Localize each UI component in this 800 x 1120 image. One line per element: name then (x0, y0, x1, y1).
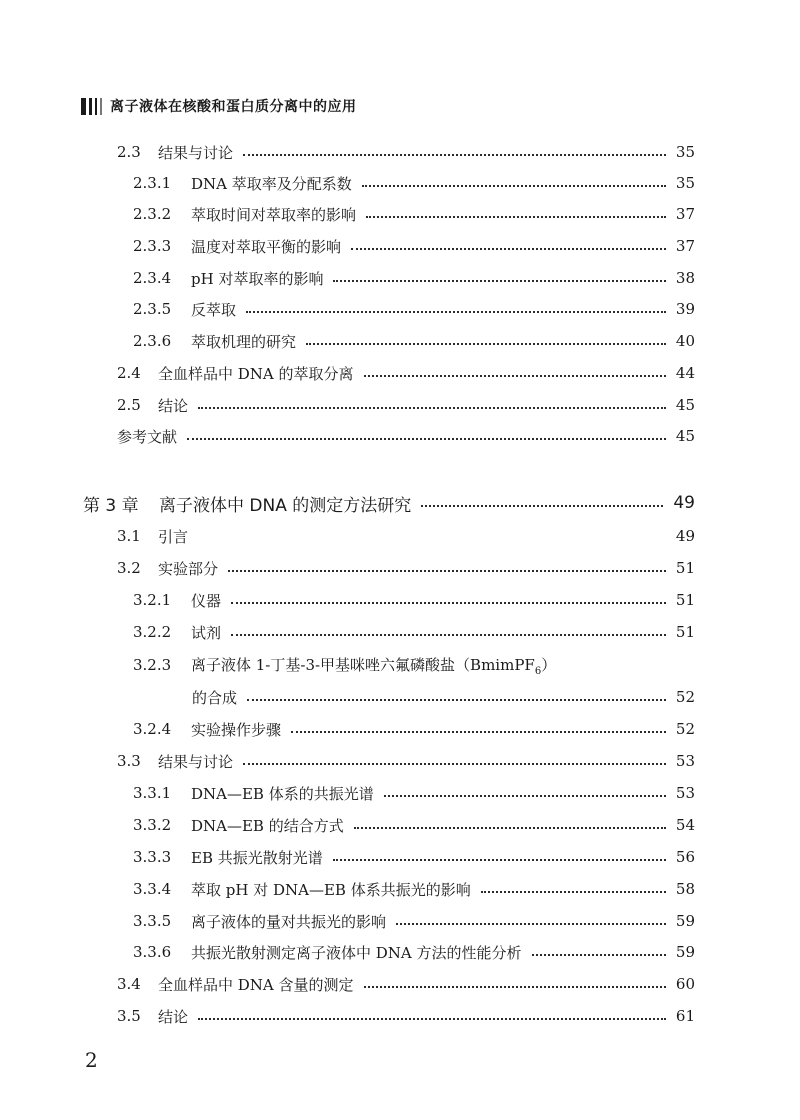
dot-leader (362, 185, 666, 187)
dot-leader (243, 763, 666, 765)
toc-entry-number: 3.2.3 (133, 656, 172, 674)
toc-entry-title: EB 共振光散射光谱 (191, 848, 323, 867)
toc-entry-number: 2.3.1 (133, 174, 172, 192)
toc-entry-number: 2.3.6 (133, 332, 172, 350)
toc-entry-number: 3.2.4 (133, 720, 172, 738)
toc-entry-page: 52 (675, 720, 695, 738)
toc-entry-title: 参考文献 (117, 427, 178, 446)
toc-entry-number: 2.3.4 (133, 269, 172, 287)
toc-entry-number: 2.3 (117, 143, 141, 161)
toc-entry-number: 2.3.2 (133, 205, 172, 223)
toc-entry-title-main: 离子液体 1-丁基-3-甲基咪唑六氟磷酸盐（BmimPF (191, 655, 535, 674)
toc-entry-title: 共振光散射测定离子液体中 DNA 方法的性能分析 (191, 943, 522, 962)
toc-entry-3-3-4[interactable] (133, 877, 695, 901)
toc-entry-chapter-3[interactable] (83, 491, 695, 515)
toc-entry-title: DNA 萃取率及分配系数 (191, 174, 352, 193)
toc-entry-title-continuation: 的合成 (192, 688, 238, 707)
toc-entry-title: DNA—EB 体系的共振光谱 (191, 784, 374, 803)
header-bars-decoration (81, 98, 102, 115)
toc-entry-page: 54 (675, 816, 695, 834)
subscript-six: 6 (534, 665, 542, 677)
toc-entry-number: 3.3.2 (133, 816, 172, 834)
toc-entry-number: 3.2 (117, 559, 141, 577)
dot-leader (306, 343, 666, 345)
toc-entry-title: DNA—EB 的结合方式 (191, 816, 344, 835)
toc-entry-3-4[interactable] (117, 972, 695, 996)
toc-entry-page: 61 (675, 1007, 695, 1025)
dot-leader (351, 248, 666, 250)
toc-entry-3-1[interactable] (117, 524, 695, 548)
toc-entry-page: 58 (675, 880, 695, 898)
toc-entry-2-4[interactable] (117, 361, 695, 385)
toc-entry-2-3-2[interactable] (133, 202, 695, 226)
toc-entry-page: 39 (675, 300, 695, 318)
toc-entry-page: 35 (675, 174, 695, 192)
toc-entry-title: 离子液体中 DNA 的测定方法研究 (159, 495, 412, 516)
page-number: 2 (85, 1048, 98, 1072)
dot-leader (198, 1018, 666, 1020)
toc-entry-page: 53 (675, 784, 695, 802)
header-title: 离子液体在核酸和蛋白质分离中的应用 (110, 99, 357, 115)
toc-entry-title: 结果与讨论 (158, 752, 234, 771)
toc-entry-number: 2.4 (117, 364, 141, 382)
toc-entry-3-2-3-continuation[interactable] (192, 685, 695, 709)
toc-entry-title: 实验部分 (158, 559, 219, 578)
toc-entry-title: 萃取 pH 对 DNA—EB 体系共振光的影响 (191, 880, 471, 899)
toc-entry-3-3-5[interactable] (133, 909, 695, 933)
dot-leader (384, 795, 666, 797)
dot-leader (366, 216, 666, 218)
dot-leader (421, 505, 663, 507)
toc-entry-page: 51 (675, 623, 695, 641)
dot-leader (532, 954, 666, 956)
toc-entry-title: 全血样品中 DNA 含量的测定 (158, 975, 354, 994)
toc-entry-title: 结果与讨论 (158, 143, 234, 162)
toc-entry-page: 44 (675, 364, 695, 382)
running-header (81, 96, 357, 116)
toc-entry-page: 37 (675, 237, 695, 255)
toc-entry-page: 49 (675, 527, 695, 545)
toc-entry-title-end: ） (541, 655, 557, 674)
toc-entry-title: 萃取机理的研究 (191, 332, 297, 351)
toc-entry-number: 3.3.6 (133, 943, 172, 961)
toc-entry-3-3-2[interactable] (133, 813, 695, 837)
toc-entry-number: 3.3.4 (133, 880, 172, 898)
toc-entry-title: 全血样品中 DNA 的萃取分离 (158, 364, 354, 383)
dot-leader (198, 407, 666, 409)
dot-leader (364, 986, 666, 988)
toc-entry-3-2-3[interactable] (133, 653, 695, 677)
toc-entry-number: 2.3.5 (133, 300, 172, 318)
toc-entry-page: 59 (675, 912, 695, 930)
toc-entry-title: 萃取时间对萃取率的影响 (191, 205, 357, 224)
dot-leader (246, 311, 666, 313)
toc-entry-title: 结论 (158, 1007, 189, 1026)
toc-entry-title: 反萃取 (191, 300, 237, 319)
toc-entry-3-2-4[interactable] (133, 717, 695, 741)
toc-entry-number: 2.5 (117, 396, 141, 414)
toc-entry-title (191, 654, 556, 677)
toc-entry-title: 实验操作步骤 (191, 720, 282, 739)
toc-entry-page: 38 (675, 269, 695, 287)
dot-leader (354, 827, 666, 829)
toc-entry-page: 52 (675, 688, 695, 706)
toc-entry-number: 3.2.1 (133, 591, 172, 609)
toc-entry-title: pH 对萃取率的影响 (191, 269, 324, 288)
dot-leader (333, 859, 666, 861)
toc-entry-page: 51 (675, 591, 695, 609)
toc-entry-number: 3.3 (117, 752, 141, 770)
toc-entry-number: 3.1 (117, 527, 141, 545)
toc-entry-3-3-6[interactable] (133, 940, 695, 964)
dot-leader (291, 731, 666, 733)
toc-entry-title: 仪器 (191, 591, 222, 610)
toc-entry-page: 56 (675, 848, 695, 866)
dot-leader (333, 280, 665, 282)
toc-entry-number: 3.3.3 (133, 848, 172, 866)
toc-entry-page: 45 (675, 427, 695, 445)
toc-entry-references[interactable] (117, 424, 695, 448)
toc-entry-page: 49 (673, 493, 695, 513)
toc-entry-3-2-1[interactable] (133, 588, 695, 612)
toc-entry-2-3-4[interactable] (133, 266, 695, 290)
toc-entry-title: 引言 (158, 527, 189, 546)
dot-leader (396, 923, 666, 925)
toc-entry-3-5[interactable] (117, 1004, 695, 1028)
toc-entry-page: 59 (675, 943, 695, 961)
toc-entry-3-2-2[interactable] (133, 620, 695, 644)
toc-entry-page: 60 (675, 975, 695, 993)
toc-entry-2-5[interactable] (117, 393, 695, 417)
dot-leader (231, 634, 666, 636)
dot-leader (228, 570, 666, 572)
toc-entry-number: 3.3.1 (133, 784, 172, 802)
toc-entry-number: 3.4 (117, 975, 141, 993)
dot-leader (243, 154, 666, 156)
toc-entry-title: 离子液体的量对共振光的影响 (191, 912, 387, 931)
toc-entry-2-3-5[interactable] (133, 297, 695, 321)
toc-entry-3-2[interactable] (117, 556, 695, 580)
toc-entry-3-3-1[interactable] (133, 781, 695, 805)
toc-entry-3-3-3[interactable] (133, 845, 695, 869)
toc-entry-number: 3.2.2 (133, 623, 172, 641)
toc-entry-title: 温度对萃取平衡的影响 (191, 237, 342, 256)
toc-entry-title: 结论 (158, 396, 189, 415)
dot-leader (247, 699, 666, 701)
toc-entry-number: 2.3.3 (133, 237, 172, 255)
toc-entry-2-3-6[interactable] (133, 329, 695, 353)
dot-leader (481, 891, 666, 893)
toc-entry-number: 第 3 章 (83, 495, 139, 516)
dot-leader (231, 602, 666, 604)
toc-entry-page: 45 (675, 396, 695, 414)
toc-entry-number: 3.3.5 (133, 912, 172, 930)
toc-entry-page: 51 (675, 559, 695, 577)
toc-entry-page: 37 (675, 205, 695, 223)
toc-entry-2-3-3[interactable] (133, 234, 695, 258)
toc-entry-page: 35 (675, 143, 695, 161)
toc-entry-page: 53 (675, 752, 695, 770)
toc-entry-page: 40 (675, 332, 695, 350)
toc-entry-2-3[interactable] (117, 140, 695, 164)
toc-entry-title: 试剂 (191, 623, 222, 642)
dot-leader (187, 438, 666, 440)
dot-leader (364, 375, 666, 377)
toc-entry-2-3-1[interactable] (133, 171, 695, 195)
toc-entry-3-3[interactable] (117, 749, 695, 773)
toc-entry-number: 3.5 (117, 1007, 141, 1025)
